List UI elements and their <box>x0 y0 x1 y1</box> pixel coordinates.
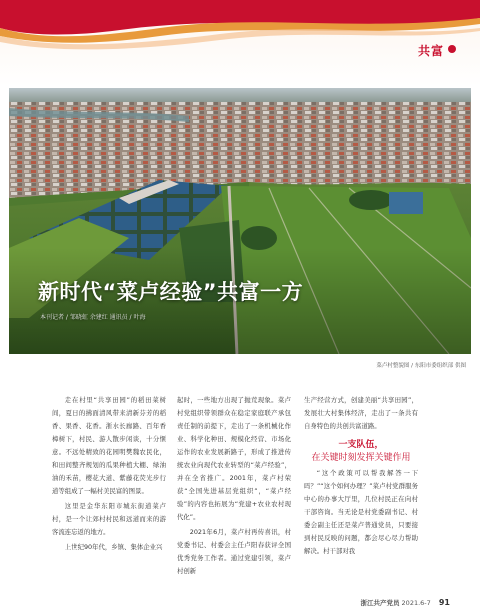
article-byline: 本刊记者 / 邹晓虹 余建红 通讯员 / 叶海 <box>40 314 146 321</box>
hero-photo <box>9 88 471 354</box>
article-column-3 <box>304 394 418 560</box>
section-subheading-line-2: 在关键时刻发挥关键作用 <box>311 453 411 463</box>
section-tag: 共富 <box>417 44 444 58</box>
photo-credit: 菜卢村整貌图 / 东阳市委组织部 供图 <box>376 363 466 369</box>
paragraph: 2021年6月，菜卢村再传喜讯，村党委书记、村委会主任卢阳春获评全国优秀党务工作者。通过党建引领，菜卢村创新 <box>177 528 291 575</box>
article-column-1 <box>52 394 166 556</box>
article-column-2 <box>177 394 291 580</box>
paragraph: 走在村里“共享田园”的稻田菜树间，夏日的拂面清风带来清新芬芳的稻香、果香、花香。浙水长廊路、百年香樟树下，村民、游人散步闲谈，十分惬意。不远处精致的花园明樊魏农民化，和田间整齐规划的瓜果种植大棚、绿油油的禾苗，樱花大道、紫藤花荧光步行道等组成了一幅村美民富的图景。 <box>52 396 166 495</box>
page-footer <box>360 598 450 607</box>
paragraph: 起时，一些地方出现了抛荒现象。菜卢村党组织带领群众在稳定家庭联产承包责任制的前提下，走出了一条机械化作业、科学化种田、规模化经营、市场化运作的农业发展新路子，形成了推进传统农业向现代农业转型的“菜卢经验”，并在全省推广。2001年，菜卢村荣获“全国先进基层党组织”，“菜卢经验”的内容也拓展为“党建+农业农村现代化”。 <box>177 396 291 521</box>
issue-date: 2021.6-7 <box>401 599 431 607</box>
article-title: 新时代“菜卢经验”共富一方 <box>38 280 304 304</box>
section-subheading: 一支队伍， <box>338 440 384 450</box>
magazine-name: 浙江共产党员 <box>360 599 400 607</box>
paragraph: 这里是金华东阳市城东街道菜卢村，是一个让郊村村民和远道而来的游客流连忘返的地方。 <box>52 502 166 536</box>
page-number: 91 <box>438 598 450 607</box>
header-band <box>0 0 480 86</box>
section-dot-icon <box>448 45 456 53</box>
paragraph: 上世纪90年代，乡镇、集体企业兴 <box>64 543 163 551</box>
decorative-wave-graphic <box>0 0 480 86</box>
paragraph: “这个政策可以帮我解答一下吗？”“这个如何办理？”菜卢村党群服务中心的办事大厅里，几位村民正在向村干部咨询。当无论是村党委副书记、村委会副主任还是菜卢普通党员，只要接到村民反映的问题，都会尽心尽力帮助解决。村干部对我 <box>304 469 418 555</box>
paragraph: 生产经营方式，创建美丽“共享田园”，发展壮大村集体经济，走出了一条共有自身特色的共创共富道路。 <box>304 396 418 430</box>
